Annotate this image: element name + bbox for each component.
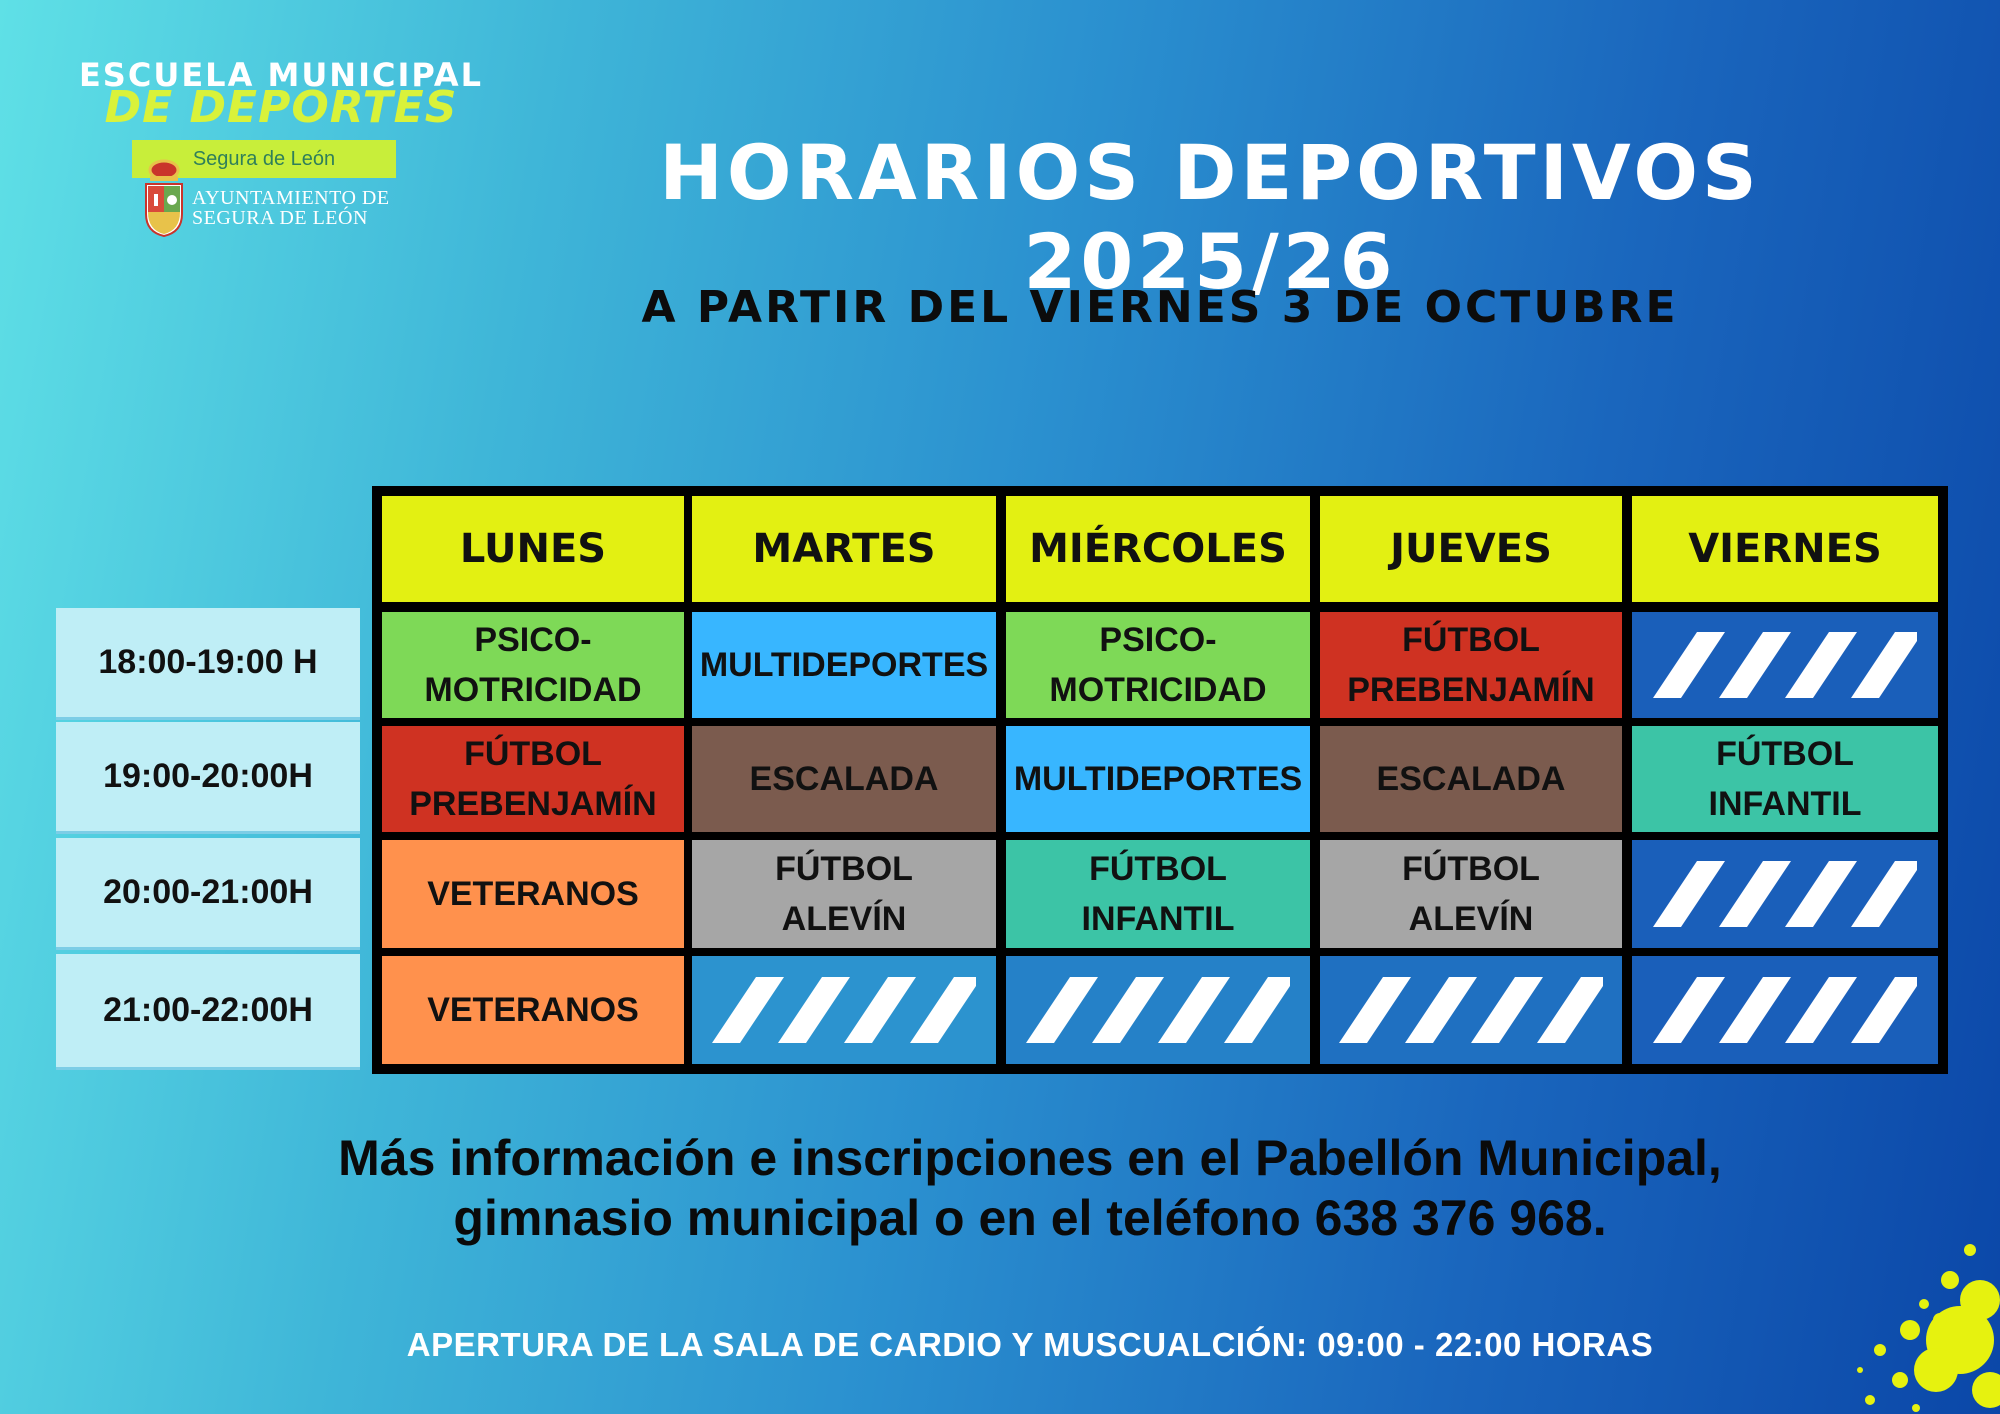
council-name-line1: AYUNTAMIENTO DE xyxy=(192,187,390,209)
unavailable-stripes-icon xyxy=(1653,977,1917,1043)
empty-slot xyxy=(1006,956,1310,1064)
activity-label: VETERANOS xyxy=(427,991,639,1029)
day-header-miercoles: MIÉRCOLES xyxy=(1006,496,1310,602)
activity-cell xyxy=(382,612,684,718)
empty-slot xyxy=(1320,956,1622,1064)
unavailable-stripes-icon xyxy=(1653,861,1917,927)
logo-town-bar: Segura de León xyxy=(132,140,396,178)
page-title: HORARIOS DEPORTIVOS 2025/26 xyxy=(659,128,1761,306)
logo-school-line1: ESCUELA MUNICIPAL xyxy=(78,56,484,94)
activity-cell xyxy=(692,726,996,832)
activity-label: ESCALADA xyxy=(749,760,939,798)
activity-label: FÚTBOL INFANTIL xyxy=(1708,735,1862,823)
council-name-line2: SEGURA DE LEÓN xyxy=(192,207,368,229)
activity-label: FÚTBOL PREBENJAMÍN xyxy=(1347,621,1595,709)
info-line2: gimnasio municipal o en el teléfono 638 376 968. xyxy=(453,1190,1607,1246)
info-line1: Más información e inscripciones en el Pabellón Municipal, xyxy=(338,1130,1722,1186)
activity-label: FÚTBOL ALEVÍN xyxy=(1402,850,1540,938)
activity-label: PSICO- MOTRICIDAD xyxy=(1049,621,1267,709)
coat-of-arms-icon xyxy=(140,156,188,240)
time-slot-1: 18:00-19:00 H xyxy=(56,608,360,720)
day-header-martes: MARTES xyxy=(692,496,996,602)
unavailable-stripes-icon xyxy=(1026,977,1290,1043)
activity-cell xyxy=(1320,840,1622,948)
paint-splash-icon xyxy=(1840,1220,2000,1414)
day-header-viernes: VIERNES xyxy=(1632,496,1938,602)
activity-label: FÚTBOL PREBENJAMÍN xyxy=(409,735,657,823)
activity-cell xyxy=(382,726,684,832)
activity-label: VETERANOS xyxy=(427,875,639,913)
activity-label: MULTIDEPORTES xyxy=(699,646,989,684)
time-slot-4: 21:00-22:00H xyxy=(56,954,360,1070)
activity-label: ESCALADA xyxy=(1376,760,1566,798)
activity-label: FÚTBOL INFANTIL xyxy=(1081,850,1235,938)
page-subtitle: A PARTIR DEL VIERNES 3 DE OCTUBRE xyxy=(641,282,1679,333)
activity-cell xyxy=(382,840,684,948)
activity-cell xyxy=(1320,726,1622,832)
activity-cell xyxy=(692,612,996,718)
time-slot-2: 19:00-20:00H xyxy=(56,722,360,834)
gym-opening-hours: APERTURA DE LA SALA DE CARDIO Y MUSCUALCIÓN: 09:00 - 22:00 HORAS xyxy=(406,1326,1654,1363)
day-header-lunes: LUNES xyxy=(382,496,684,602)
logo-school-line2: DE DEPORTES xyxy=(104,82,458,133)
schedule-table xyxy=(372,486,1948,1074)
council-name xyxy=(192,188,402,228)
activity-label: MULTIDEPORTES xyxy=(1013,760,1303,798)
empty-slot xyxy=(1632,612,1938,718)
activity-label: PSICO- MOTRICIDAD xyxy=(424,621,642,709)
activity-cell xyxy=(1006,612,1310,718)
day-header-jueves: JUEVES xyxy=(1320,496,1622,602)
activity-cell xyxy=(382,956,684,1064)
activity-cell xyxy=(1006,840,1310,948)
activity-cell xyxy=(1320,612,1622,718)
activity-label: FÚTBOL ALEVÍN xyxy=(775,850,913,938)
unavailable-stripes-icon xyxy=(1653,632,1917,698)
unavailable-stripes-icon xyxy=(1339,977,1603,1043)
time-slot-3: 20:00-21:00H xyxy=(56,838,360,950)
activity-cell xyxy=(1632,726,1938,832)
empty-slot xyxy=(1632,840,1938,948)
activity-cell xyxy=(692,840,996,948)
empty-slot xyxy=(1632,956,1938,1064)
empty-slot xyxy=(692,956,996,1064)
unavailable-stripes-icon xyxy=(712,977,976,1043)
activity-cell xyxy=(1006,726,1310,832)
info-text xyxy=(180,1128,1880,1248)
